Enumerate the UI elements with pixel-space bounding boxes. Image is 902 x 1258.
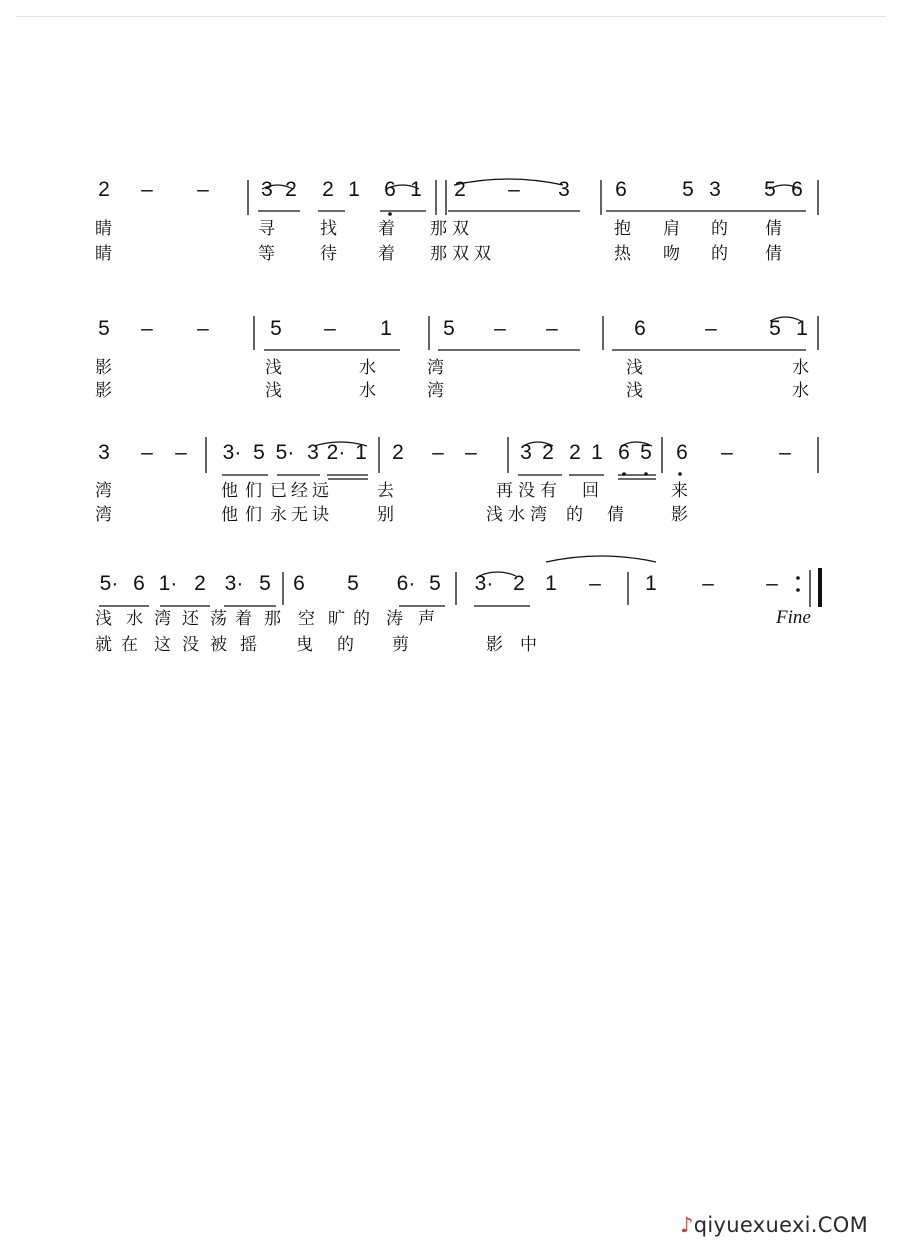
- lyric-syllable: 再: [496, 481, 513, 501]
- note: 2: [194, 572, 206, 595]
- lyric-syllable: 肩: [663, 219, 680, 239]
- lyric-syllable: 来: [671, 481, 688, 501]
- lyric-syllable: 湾: [154, 609, 171, 629]
- lyric-syllable: 们: [245, 481, 262, 501]
- lyric-syllable: 等: [258, 244, 275, 264]
- lyric-syllable: 影: [671, 505, 688, 525]
- note: –: [494, 317, 506, 340]
- lyric-syllable: 回: [582, 481, 599, 501]
- lyric-syllable: 的: [353, 609, 370, 629]
- lyric-syllable: 着: [235, 609, 252, 629]
- note: 2: [98, 178, 110, 201]
- lyric-syllable: 双: [474, 244, 491, 264]
- lyric-syllable: 没: [518, 481, 535, 501]
- lyric-syllable: 倩: [765, 219, 782, 239]
- note: 3: [558, 178, 570, 201]
- note: –: [465, 441, 477, 464]
- lyric-syllable: 经: [291, 481, 308, 501]
- note: 3: [709, 178, 721, 201]
- slur-arc: [546, 556, 656, 562]
- lyric-syllable: 水: [359, 381, 376, 401]
- lyric-syllable: 湾: [95, 505, 112, 525]
- note: 1: [545, 572, 557, 595]
- lyric-syllable: 的: [337, 635, 354, 655]
- lyric-syllable: 涛: [386, 609, 403, 629]
- note: –: [432, 441, 444, 464]
- note: 2: [569, 441, 581, 464]
- lyric-syllable: 的: [566, 505, 583, 525]
- note: 5: [253, 441, 265, 464]
- note: –: [324, 317, 336, 340]
- lyric-syllable: 的: [711, 244, 728, 264]
- lyric-syllable: 这: [154, 635, 171, 655]
- octave-dot: [796, 576, 800, 580]
- note: 3·: [222, 441, 242, 464]
- note: 3·: [224, 572, 244, 595]
- note: 5: [443, 317, 455, 340]
- lyric-syllable: 寻: [258, 219, 275, 239]
- lyric-syllable: 影: [95, 381, 112, 401]
- lyric-syllable: 别: [377, 505, 394, 525]
- note: 1: [410, 178, 422, 201]
- fine-mark: Fine: [776, 607, 811, 628]
- note: 3: [520, 441, 532, 464]
- lyric-syllable: 还: [182, 609, 199, 629]
- lyric-syllable: 着: [378, 244, 395, 264]
- lyric-syllable: 中: [520, 635, 537, 655]
- note: 5: [429, 572, 441, 595]
- lyric-syllable: 水: [792, 381, 809, 401]
- lyric-syllable: 影: [486, 635, 503, 655]
- watermark-logo-icon: ♪: [680, 1213, 694, 1237]
- lyric-syllable: 被: [210, 635, 227, 655]
- lyric-syllable: 着: [378, 219, 395, 239]
- octave-dot: [644, 472, 648, 476]
- note: 3·: [474, 572, 494, 595]
- lyric-syllable: 湾: [427, 358, 444, 378]
- note: 5: [270, 317, 282, 340]
- lyric-syllable: 远: [312, 481, 329, 501]
- lyric-syllable: 倩: [765, 244, 782, 264]
- note: 6: [634, 317, 646, 340]
- note: 1: [796, 317, 808, 340]
- note: 6·: [396, 572, 416, 595]
- note: 6: [791, 178, 803, 201]
- lyric-syllable: 浅: [95, 609, 112, 629]
- lyric-syllable: 双: [452, 219, 469, 239]
- octave-dot: [796, 588, 800, 592]
- lyric-syllable: 荡: [210, 609, 227, 629]
- watermark-text: qiyuexuexi.COM: [693, 1213, 868, 1237]
- note: –: [197, 178, 209, 201]
- lyric-syllable: 睛: [95, 244, 112, 264]
- lyric-syllable: 湾: [530, 505, 547, 525]
- note: 2: [322, 178, 334, 201]
- lyric-syllable: 们: [245, 505, 262, 525]
- lyric-syllable: 水: [792, 358, 809, 378]
- lyric-syllable: 浅: [265, 358, 282, 378]
- note: 5: [98, 317, 110, 340]
- lyric-syllable: 的: [711, 219, 728, 239]
- note: 1: [348, 178, 360, 201]
- octave-dot: [678, 472, 682, 476]
- lyric-syllable: 摇: [240, 635, 257, 655]
- note: –: [141, 317, 153, 340]
- lyric-syllable: 双: [452, 244, 469, 264]
- note: 6: [676, 441, 688, 464]
- lyric-syllable: 倩: [607, 505, 624, 525]
- lyric-syllable: 诀: [312, 505, 329, 525]
- note: 5·: [275, 441, 295, 464]
- lyric-syllable: 水: [359, 358, 376, 378]
- note: 5: [682, 178, 694, 201]
- lyric-syllable: 浅: [265, 381, 282, 401]
- note: –: [766, 572, 778, 595]
- note: –: [546, 317, 558, 340]
- lyric-syllable: 那: [430, 244, 447, 264]
- note: –: [197, 317, 209, 340]
- note: 1·: [158, 572, 178, 595]
- lyric-syllable: 他: [221, 481, 238, 501]
- note: 2: [285, 178, 297, 201]
- lyric-syllable: 浅: [626, 381, 643, 401]
- note: 5: [347, 572, 359, 595]
- note: –: [779, 441, 791, 464]
- lyric-syllable: 他: [221, 505, 238, 525]
- note: –: [721, 441, 733, 464]
- lyric-syllable: 就: [95, 635, 112, 655]
- note: 3: [307, 441, 319, 464]
- lyric-syllable: 空: [298, 609, 315, 629]
- note: 1: [355, 441, 367, 464]
- note: 2·: [326, 441, 346, 464]
- note: –: [141, 441, 153, 464]
- lyric-syllable: 水: [126, 609, 143, 629]
- lyric-syllable: 找: [320, 219, 337, 239]
- note: 1: [591, 441, 603, 464]
- lyric-syllable: 有: [540, 481, 557, 501]
- lyric-syllable: 水: [508, 505, 525, 525]
- lyric-syllable: 影: [95, 358, 112, 378]
- note: 3: [261, 178, 273, 201]
- lyric-syllable: 睛: [95, 219, 112, 239]
- lyric-syllable: 无: [291, 505, 308, 525]
- lyric-syllable: 浅: [486, 505, 503, 525]
- lyric-syllable: 没: [182, 635, 199, 655]
- lyric-syllable: 湾: [95, 481, 112, 501]
- note: 1: [645, 572, 657, 595]
- note: 2: [454, 178, 466, 201]
- lyric-syllable: 在: [121, 635, 138, 655]
- note: –: [175, 441, 187, 464]
- note: 5: [764, 178, 776, 201]
- note: 6: [133, 572, 145, 595]
- note: 5·: [99, 572, 119, 595]
- note: 6: [618, 441, 630, 464]
- note: 5: [640, 441, 652, 464]
- site-watermark: [680, 1213, 868, 1237]
- lyric-syllable: 待: [320, 244, 337, 264]
- note: 6: [384, 178, 396, 201]
- lyric-syllable: 湾: [427, 381, 444, 401]
- octave-dot: [622, 472, 626, 476]
- note: 5: [769, 317, 781, 340]
- note: 2: [392, 441, 404, 464]
- lyric-syllable: 浅: [626, 358, 643, 378]
- lyric-syllable: 热: [614, 244, 631, 264]
- note: –: [508, 178, 520, 201]
- lyric-syllable: 那: [430, 219, 447, 239]
- note: 6: [615, 178, 627, 201]
- note: 3: [98, 441, 110, 464]
- lyric-syllable: 声: [418, 609, 435, 629]
- lyric-syllable: 已: [270, 481, 287, 501]
- note: 5: [259, 572, 271, 595]
- lyric-syllable: 曳: [296, 635, 313, 655]
- lyric-syllable: 那: [264, 609, 281, 629]
- lyric-syllable: 吻: [663, 244, 680, 264]
- note: –: [705, 317, 717, 340]
- lyric-syllable: 抱: [614, 219, 631, 239]
- octave-dot: [388, 212, 392, 216]
- note: –: [702, 572, 714, 595]
- note: –: [589, 572, 601, 595]
- note: 1: [380, 317, 392, 340]
- note: 2: [513, 572, 525, 595]
- lyric-syllable: 剪: [392, 635, 409, 655]
- note: 6: [293, 572, 305, 595]
- lyric-syllable: 旷: [328, 609, 345, 629]
- note: –: [141, 178, 153, 201]
- lyric-syllable: 去: [377, 481, 394, 501]
- note: 2: [542, 441, 554, 464]
- lyric-syllable: 永: [270, 505, 287, 525]
